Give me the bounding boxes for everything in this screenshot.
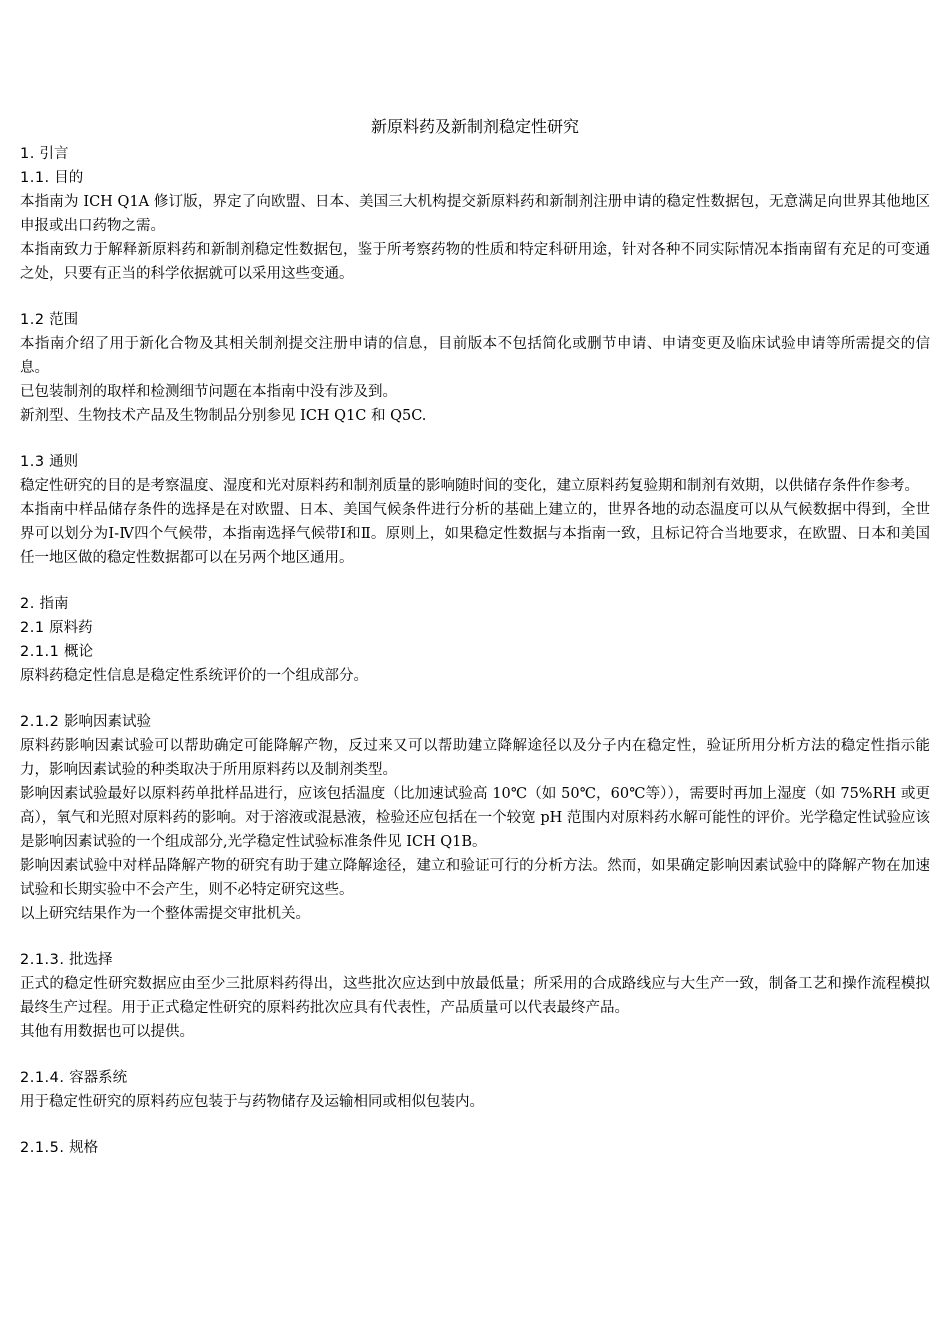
section-label: 容器系统 xyxy=(69,1070,128,1086)
section-number: 2.1 xyxy=(20,620,45,636)
paragraph: 原料药影响因素试验可以帮助确定可能降解产物，反过来又可以帮助建立降解途径以及分子内在稳定性，验证所用分析方法的稳定性指示能力，影响因素试验的种类取决于所用原料药以及制剂类型。 xyxy=(20,738,930,778)
paragraph: 以上研究结果作为一个整体需提交审批机关。 xyxy=(20,906,310,922)
section-label: 原料药 xyxy=(49,620,93,636)
paragraph: 新剂型、生物技术产品及生物制品分别参见 ICH Q1C 和 Q5C. xyxy=(20,408,427,424)
section-label: 通则 xyxy=(49,454,79,470)
spacer xyxy=(20,1044,930,1066)
section-label: 指南 xyxy=(39,596,69,612)
paragraph: 已包装制剂的取样和检测细节问题在本指南中没有涉及到。 xyxy=(20,384,397,400)
section-number: 1.1. xyxy=(20,170,50,186)
section-label: 概论 xyxy=(64,644,94,660)
spacer xyxy=(20,688,930,710)
paragraph: 本指南致力于解释新原料药和新制剂稳定性数据包，鉴于所考察药物的性质和特定科研用途，针对各种不同实际情况本指南留有充足的可变通之处，只要有正当的科学依据就可以采用这些变通。 xyxy=(20,242,930,282)
section-heading-2-1-2 xyxy=(20,710,930,734)
paragraph: 其他有用数据也可以提供。 xyxy=(20,1024,194,1040)
section-label: 批选择 xyxy=(69,952,113,968)
section-label: 影响因素试验 xyxy=(64,714,152,730)
section-number: 1. xyxy=(20,146,35,162)
section-heading-2-1-3 xyxy=(20,948,930,972)
section-number: 1.2 xyxy=(20,312,45,328)
section-heading-1-2 xyxy=(20,308,930,332)
section-number: 2.1.2 xyxy=(20,714,60,730)
section-heading-2 xyxy=(20,592,930,616)
section-heading-2-1-4 xyxy=(20,1066,930,1090)
document-title: 新原料药及新制剂稳定性研究 xyxy=(370,117,579,136)
spacer xyxy=(20,1114,930,1136)
section-heading-1-3 xyxy=(20,450,930,474)
section-label: 目的 xyxy=(54,170,84,186)
spacer xyxy=(20,286,930,308)
section-number: 2.1.4. xyxy=(20,1070,65,1086)
section-heading-2-1-5 xyxy=(20,1136,930,1160)
section-number: 2.1.1 xyxy=(20,644,60,660)
section-label: 范围 xyxy=(49,312,79,328)
spacer xyxy=(20,428,930,450)
paragraph: 本指南介绍了用于新化合物及其相关制剂提交注册申请的信息，目前版本不包括简化或删节申请、申请变更及临床试验申请等所需提交的信息。 xyxy=(20,336,930,376)
section-heading-2-1 xyxy=(20,616,930,640)
section-number: 2.1.5. xyxy=(20,1140,65,1156)
section-number: 2.1.3. xyxy=(20,952,65,968)
paragraph: 影响因素试验中对样品降解产物的研究有助于建立降解途径，建立和验证可行的分析方法。然而，如果确定影响因素试验中的降解产物在加速试验和长期实验中不会产生，则不必特定研究这些。 xyxy=(20,858,930,898)
paragraph: 正式的稳定性研究数据应由至少三批原料药得出，这些批次应达到中放最低量；所采用的合成路线应与大生产一致，制备工艺和操作流程模拟最终生产过程。用于正式稳定性研究的原料药批次应具有代表性，产品质量可以代表最终产品。 xyxy=(20,976,930,1016)
paragraph: 原料药稳定性信息是稳定性系统评价的一个组成部分。 xyxy=(20,668,368,684)
section-label: 规格 xyxy=(69,1140,99,1156)
paragraph: 本指南为 ICH Q1A 修订版，界定了向欧盟、日本、美国三大机构提交新原料药和新制剂注册申请的稳定性数据包，无意满足向世界其他地区申报或出口药物之需。 xyxy=(20,194,930,234)
section-number: 1.3 xyxy=(20,454,45,470)
spacer xyxy=(20,570,930,592)
document-page xyxy=(20,114,930,1160)
paragraph: 稳定性研究的目的是考察温度、湿度和光对原料药和制剂质量的影响随时间的变化，建立原料药复验期和制剂有效期，以供储存条件作参考。 xyxy=(20,478,919,494)
paragraph: 影响因素试验最好以原料药单批样品进行，应该包括温度（比加速试验高 10℃（如 50℃，60℃等）），需要时再加上湿度（如 75%RH 或更高），氧气和光照对原料药的影响。对于溶液或混悬液，检验还应包括在一个较宽 pH 范围内对原料药水解可能性的评价。光学稳定性试验应该是影响因素试验的一个组成部分,光学稳定性试验标准条件见 ICH Q1B。 xyxy=(20,786,930,850)
paragraph: 本指南中样品储存条件的选择是在对欧盟、日本、美国气候条件进行分析的基础上建立的，世界各地的动态温度可以从气候数据中得到，全世界可以划分为Ⅰ-Ⅳ四个气候带，本指南选择气候带Ⅰ和Ⅱ。原则上，如果稳定性数据与本指南一致，且标记符合当地要求，在欧盟、日本和美国任一地区做的稳定性数据都可以在另两个地区通用。 xyxy=(20,502,930,566)
spacer xyxy=(20,926,930,948)
paragraph: 用于稳定性研究的原料药应包装于与药物储存及运输相同或相似包装内。 xyxy=(20,1094,484,1110)
section-number: 2. xyxy=(20,596,35,612)
section-heading-1 xyxy=(20,142,930,166)
section-label: 引言 xyxy=(39,146,69,162)
section-heading-2-1-1 xyxy=(20,640,930,664)
section-heading-1-1 xyxy=(20,166,930,190)
